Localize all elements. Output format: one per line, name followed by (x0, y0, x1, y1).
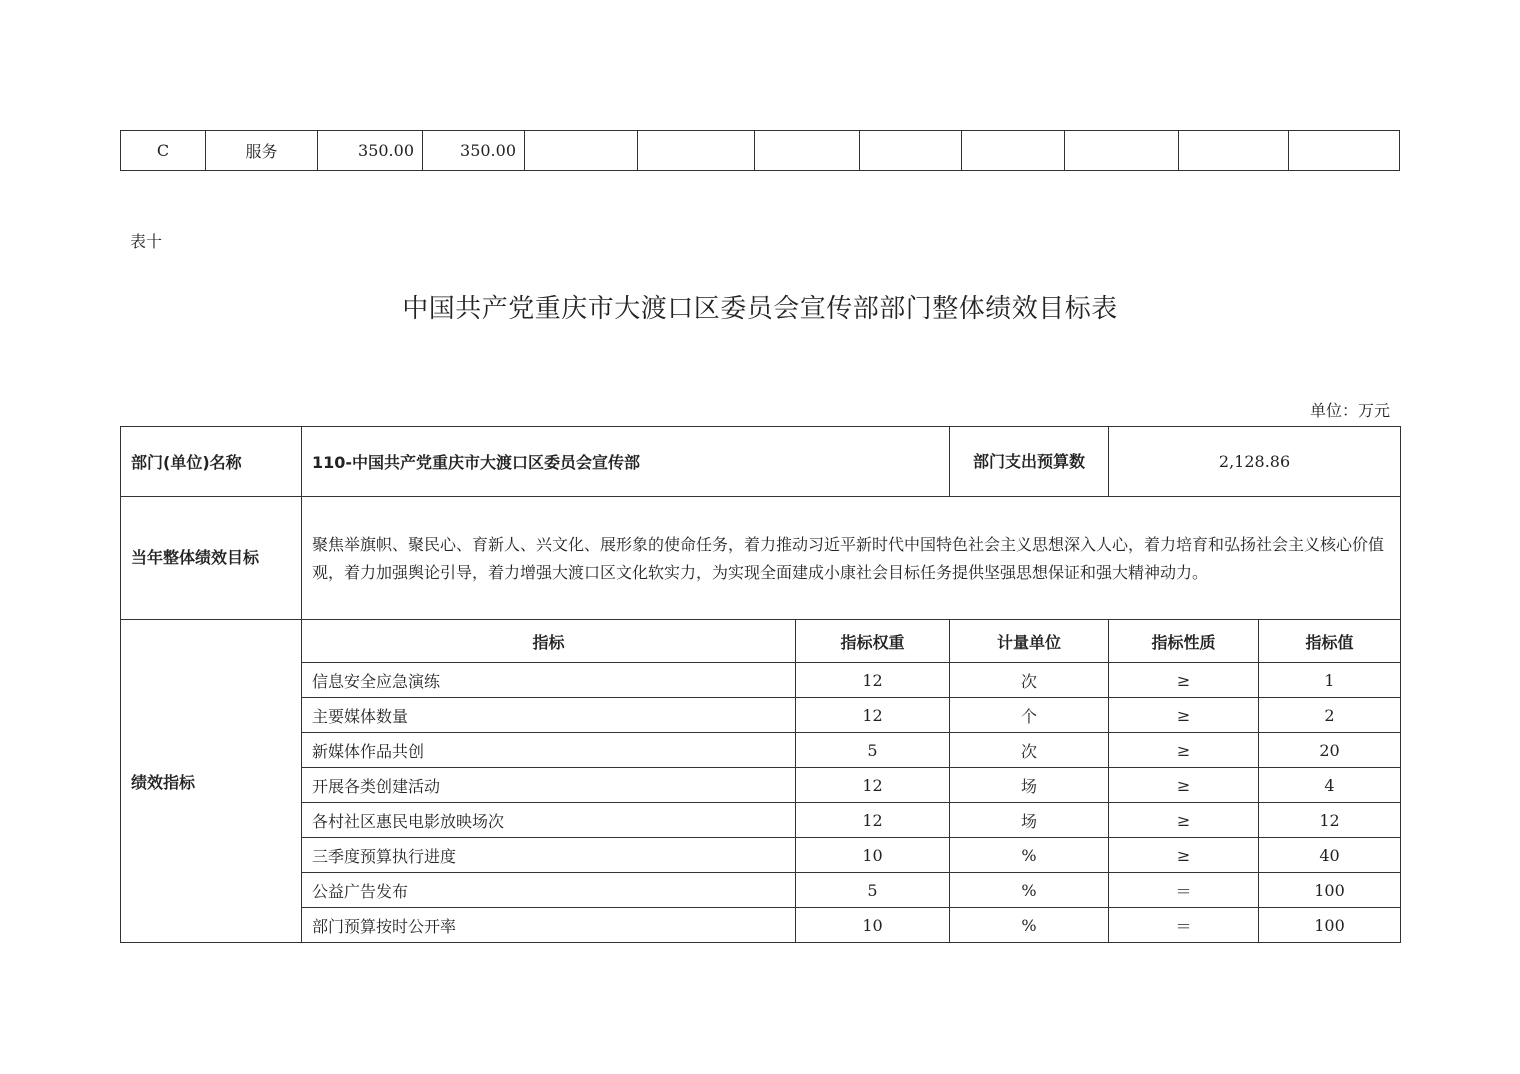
budget-value: 2,128.86 (1109, 427, 1401, 497)
budget-label: 部门支出预算数 (950, 427, 1109, 497)
indicator-unit: 次 (950, 733, 1109, 768)
indicator-value: 2 (1259, 698, 1401, 733)
indicator-unit: % (950, 838, 1109, 873)
goal-label: 当年整体绩效目标 (121, 497, 302, 620)
table-row (121, 768, 1401, 803)
indicator-section-label: 绩效指标 (121, 620, 302, 943)
performance-goal-table (120, 426, 1401, 943)
indicator-weight: 12 (796, 768, 950, 803)
indicator-unit: % (950, 908, 1109, 943)
continuation-table (120, 130, 1400, 171)
indicator-name: 信息安全应急演练 (302, 663, 796, 698)
indicator-unit: % (950, 873, 1109, 908)
indicator-nature: ≥ (1109, 733, 1259, 768)
table-row (121, 838, 1401, 873)
column-header: 指标权重 (796, 620, 950, 663)
indicator-nature: ≥ (1109, 803, 1259, 838)
indicator-name: 开展各类创建活动 (302, 768, 796, 803)
indicator-name: 主要媒体数量 (302, 698, 796, 733)
table-number: 表十 (130, 232, 163, 251)
table-row (121, 873, 1401, 908)
column-header: 指标值 (1259, 620, 1401, 663)
indicator-weight: 12 (796, 698, 950, 733)
table-cell: 350.00 (423, 131, 525, 171)
table-cell (1065, 131, 1179, 171)
table-row (121, 698, 1401, 733)
indicator-weight: 10 (796, 908, 950, 943)
column-header: 指标 (302, 620, 796, 663)
indicator-value: 20 (1259, 733, 1401, 768)
dept-name-label: 部门(单位)名称 (121, 427, 302, 497)
indicator-weight: 5 (796, 873, 950, 908)
table-cell (1179, 131, 1289, 171)
indicator-weight: 12 (796, 803, 950, 838)
indicator-name: 三季度预算执行进度 (302, 838, 796, 873)
indicator-value: 12 (1259, 803, 1401, 838)
table-row (121, 663, 1401, 698)
indicator-weight: 5 (796, 733, 950, 768)
indicator-weight: 12 (796, 663, 950, 698)
table-row (121, 733, 1401, 768)
indicator-nature: ≥ (1109, 838, 1259, 873)
indicator-nature: ＝ (1109, 873, 1259, 908)
indicator-header-row (121, 620, 1401, 663)
indicator-name: 公益广告发布 (302, 873, 796, 908)
indicator-name: 新媒体作品共创 (302, 733, 796, 768)
column-header: 指标性质 (1109, 620, 1259, 663)
table-cell: 350.00 (318, 131, 423, 171)
indicator-value: 40 (1259, 838, 1401, 873)
table-cell: 服务 (206, 131, 318, 171)
table-row (121, 803, 1401, 838)
table-cell (755, 131, 860, 171)
goal-text: 聚焦举旗帜、聚民心、育新人、兴文化、展形象的使命任务，着力推动习近平新时代中国特色社会主义思想深入人心，着力培育和弘扬社会主义核心价值观，着力加强舆论引导，着力增强大渡口区文化软实力，为实现全面建成小康社会目标任务提供坚强思想保证和强大精神动力。 (302, 497, 1401, 620)
dept-row (121, 427, 1401, 497)
table-cell (1289, 131, 1400, 171)
indicator-nature: ≥ (1109, 768, 1259, 803)
column-header: 计量单位 (950, 620, 1109, 663)
indicator-value: 100 (1259, 873, 1401, 908)
indicator-value: 100 (1259, 908, 1401, 943)
indicator-nature: ≥ (1109, 698, 1259, 733)
table-cell (638, 131, 755, 171)
indicator-unit: 场 (950, 768, 1109, 803)
table-cell (525, 131, 638, 171)
unit-label: 单位：万元 (1309, 401, 1390, 420)
table-row (121, 131, 1400, 171)
indicator-unit: 个 (950, 698, 1109, 733)
goal-row (121, 497, 1401, 620)
page-title: 中国共产党重庆市大渡口区委员会宣传部部门整体绩效目标表 (402, 294, 1118, 324)
table-cell: C (121, 131, 206, 171)
indicator-value: 1 (1259, 663, 1401, 698)
indicator-value: 4 (1259, 768, 1401, 803)
indicator-nature: ≥ (1109, 663, 1259, 698)
indicator-weight: 10 (796, 838, 950, 873)
table-cell (860, 131, 962, 171)
indicator-nature: ＝ (1109, 908, 1259, 943)
indicator-name: 部门预算按时公开率 (302, 908, 796, 943)
indicator-name: 各村社区惠民电影放映场次 (302, 803, 796, 838)
table-row (121, 908, 1401, 943)
table-cell (962, 131, 1065, 171)
dept-name-value: 110-中国共产党重庆市大渡口区委员会宣传部 (302, 427, 950, 497)
indicator-unit: 次 (950, 663, 1109, 698)
indicator-unit: 场 (950, 803, 1109, 838)
